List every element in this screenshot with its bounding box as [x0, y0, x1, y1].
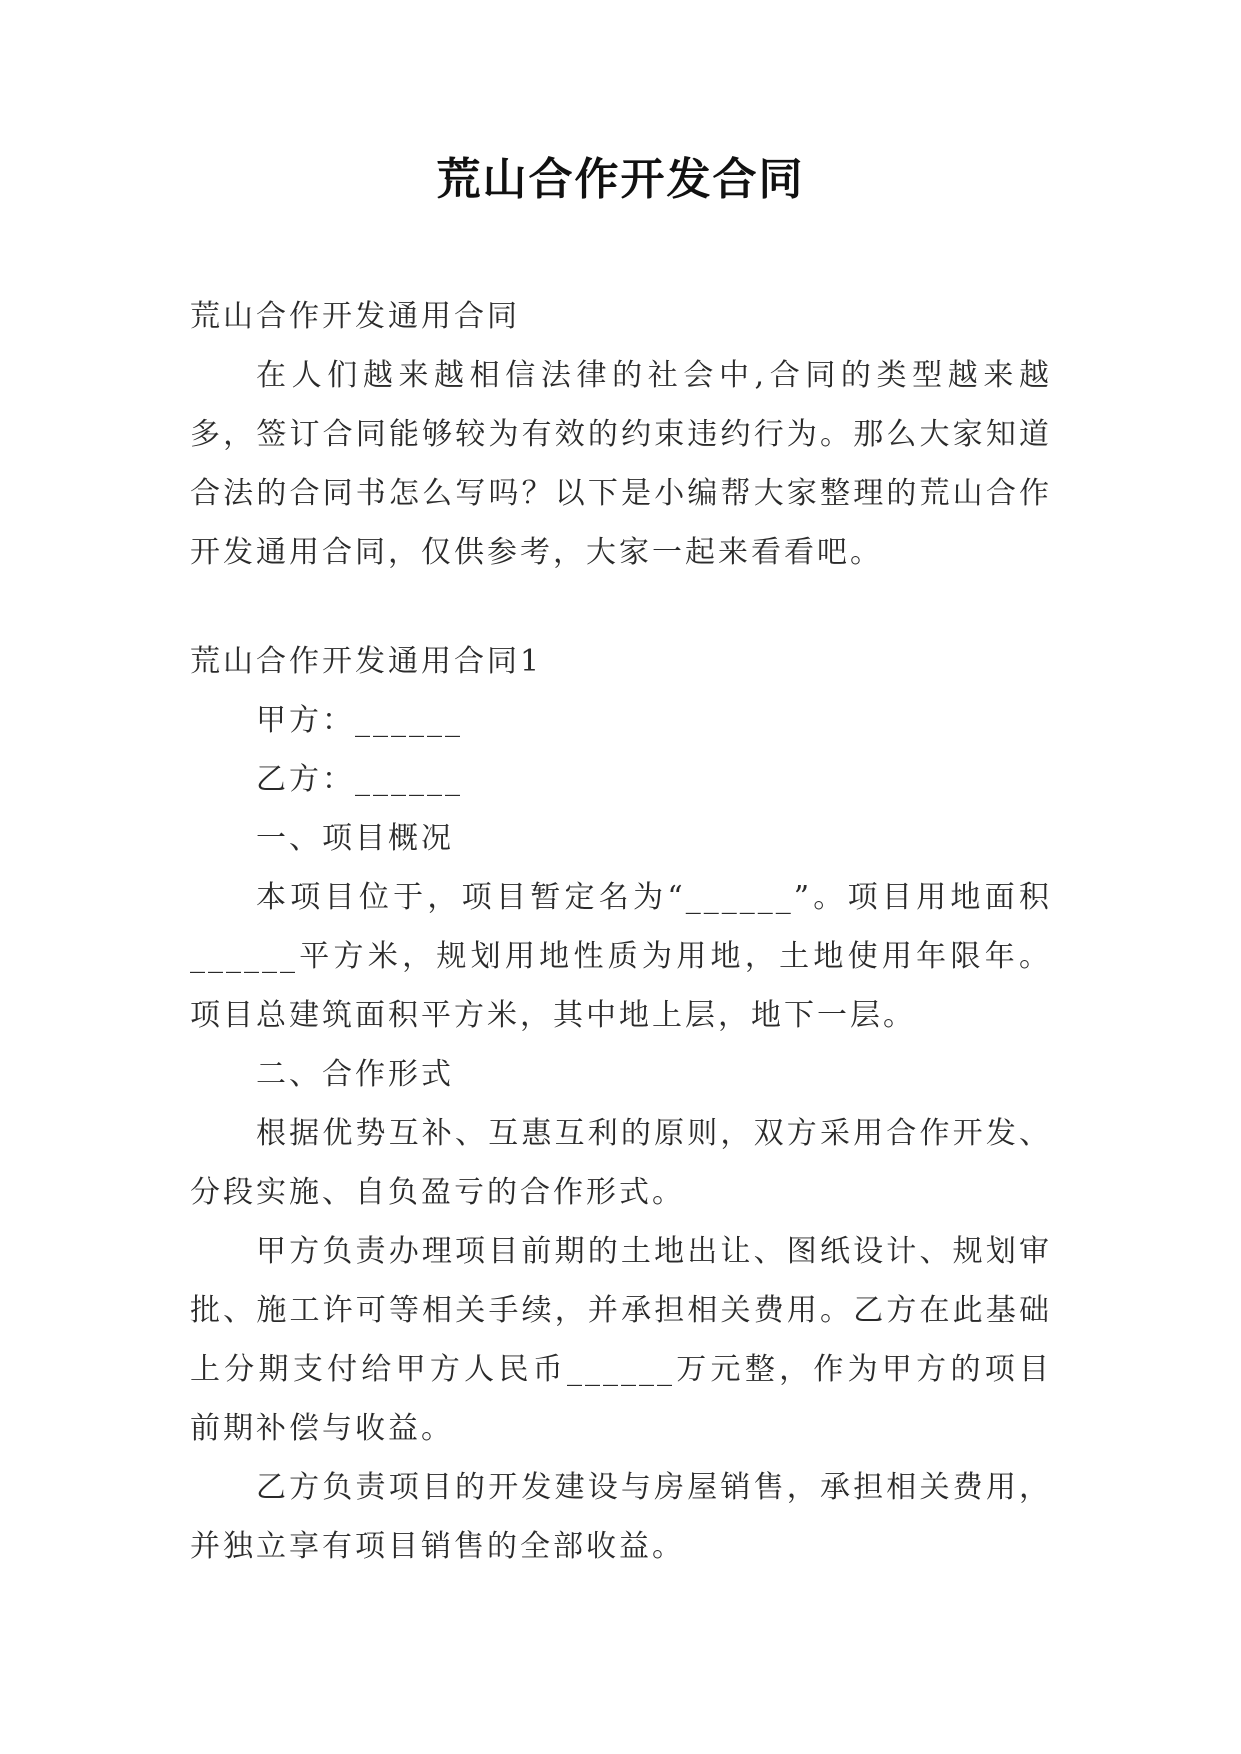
intro-paragraph: 在人们越来越相信法律的社会中,合同的类型越来越多，签订合同能够较为有效的约束违约行为。那么大家知道合法的合同书怎么写吗？以下是小编帮大家整理的荒山合作开发通用合同，仅供参考，大家一起来看看吧。: [190, 358, 1052, 570]
party-b-duty-paragraph: 乙方负责项目的开发建设与房屋销售，承担相关费用，并独立享有项目销售的全部收益。: [190, 1470, 1052, 1564]
party-b-line: 乙方：______: [256, 762, 463, 797]
subtitle-paragraph: 荒山合作开发通用合同: [190, 299, 520, 334]
cooperation-paragraph: 根据优势互补、互惠互利的原则，双方采用合作开发、分段实施、自负盈亏的合作形式。: [190, 1116, 1052, 1210]
section-heading-overview: 一、项目概况: [256, 821, 454, 856]
document-title: 荒山合作开发合同: [436, 154, 805, 205]
document-body: [190, 287, 1052, 1576]
overview-paragraph: 本项目位于，项目暂定名为“______”。项目用地面积______平方米，规划用地性质为用地，土地使用年限年。项目总建筑面积平方米，其中地上层，地下一层。: [190, 880, 1052, 1033]
section-heading-cooperation: 二、合作形式: [256, 1057, 454, 1092]
contract-heading: 荒山合作开发通用合同1: [190, 644, 543, 679]
party-a-line: 甲方：______: [256, 703, 463, 738]
section-gap: [190, 582, 1052, 632]
party-a-duty-paragraph: 甲方负责办理项目前期的土地出让、图纸设计、规划审批、施工许可等相关手续，并承担相关费用。乙方在此基础上分期支付给甲方人民币______万元整，作为甲方的项目前期补偿与收益。: [190, 1234, 1052, 1446]
